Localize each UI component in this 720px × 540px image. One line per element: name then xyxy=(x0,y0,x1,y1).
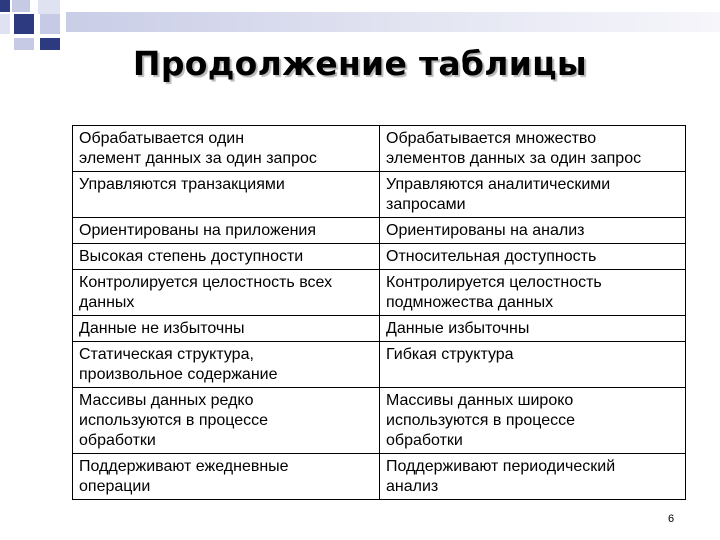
decor-square-navy xyxy=(0,0,10,12)
table-cell-left: Ориентированы на приложения xyxy=(73,218,380,244)
table-cell-right: Относительная доступность xyxy=(380,244,686,270)
table-cell-left: Статическая структура, произвольное содержание xyxy=(73,342,380,388)
decor-square-light xyxy=(40,14,60,34)
decor-square-light xyxy=(0,14,10,34)
table-cell-left: Обрабатывается один элемент данных за один запрос xyxy=(73,126,380,172)
table-cell-right: Обрабатывается множество элементов данных за один запрос xyxy=(380,126,686,172)
table-row xyxy=(73,270,686,316)
table-row xyxy=(73,388,686,454)
table-row xyxy=(73,172,686,218)
decor-square-navy xyxy=(14,14,34,34)
table-cell-left: Управляются транзакциями xyxy=(73,172,380,218)
page-title: Продолжение таблицы xyxy=(132,44,588,83)
table-cell-left: Массивы данных редко используются в процессе обработки xyxy=(73,388,380,454)
page-number: 6 xyxy=(668,513,675,525)
table-row xyxy=(73,244,686,270)
table-cell-right: Данные избыточны xyxy=(380,316,686,342)
table-row xyxy=(73,218,686,244)
table-cell-left: Высокая степень доступности xyxy=(73,244,380,270)
table-cell-right: Управляются аналитическими запросами xyxy=(380,172,686,218)
decor-square-light xyxy=(38,0,60,14)
table-row xyxy=(73,316,686,342)
table-cell-left: Данные не избыточны xyxy=(73,316,380,342)
table-cell-left: Контролируется целостность всех данных xyxy=(73,270,380,316)
table-cell-right: Ориентированы на анализ xyxy=(380,218,686,244)
header-stripe xyxy=(66,12,720,32)
table-row xyxy=(73,342,686,388)
table-cell-right: Контролируется целостность подмножества данных xyxy=(380,270,686,316)
table-row xyxy=(73,126,686,172)
decor-square-light xyxy=(12,0,30,12)
comparison-table xyxy=(72,125,686,500)
table-cell-right: Гибкая структура xyxy=(380,342,686,388)
table-cell-right: Поддерживают периодический анализ xyxy=(380,454,686,500)
table-cell-right: Массивы данных широко используются в процессе обработки xyxy=(380,388,686,454)
table-cell-left: Поддерживают ежедневные операции xyxy=(73,454,380,500)
table-row xyxy=(73,454,686,500)
